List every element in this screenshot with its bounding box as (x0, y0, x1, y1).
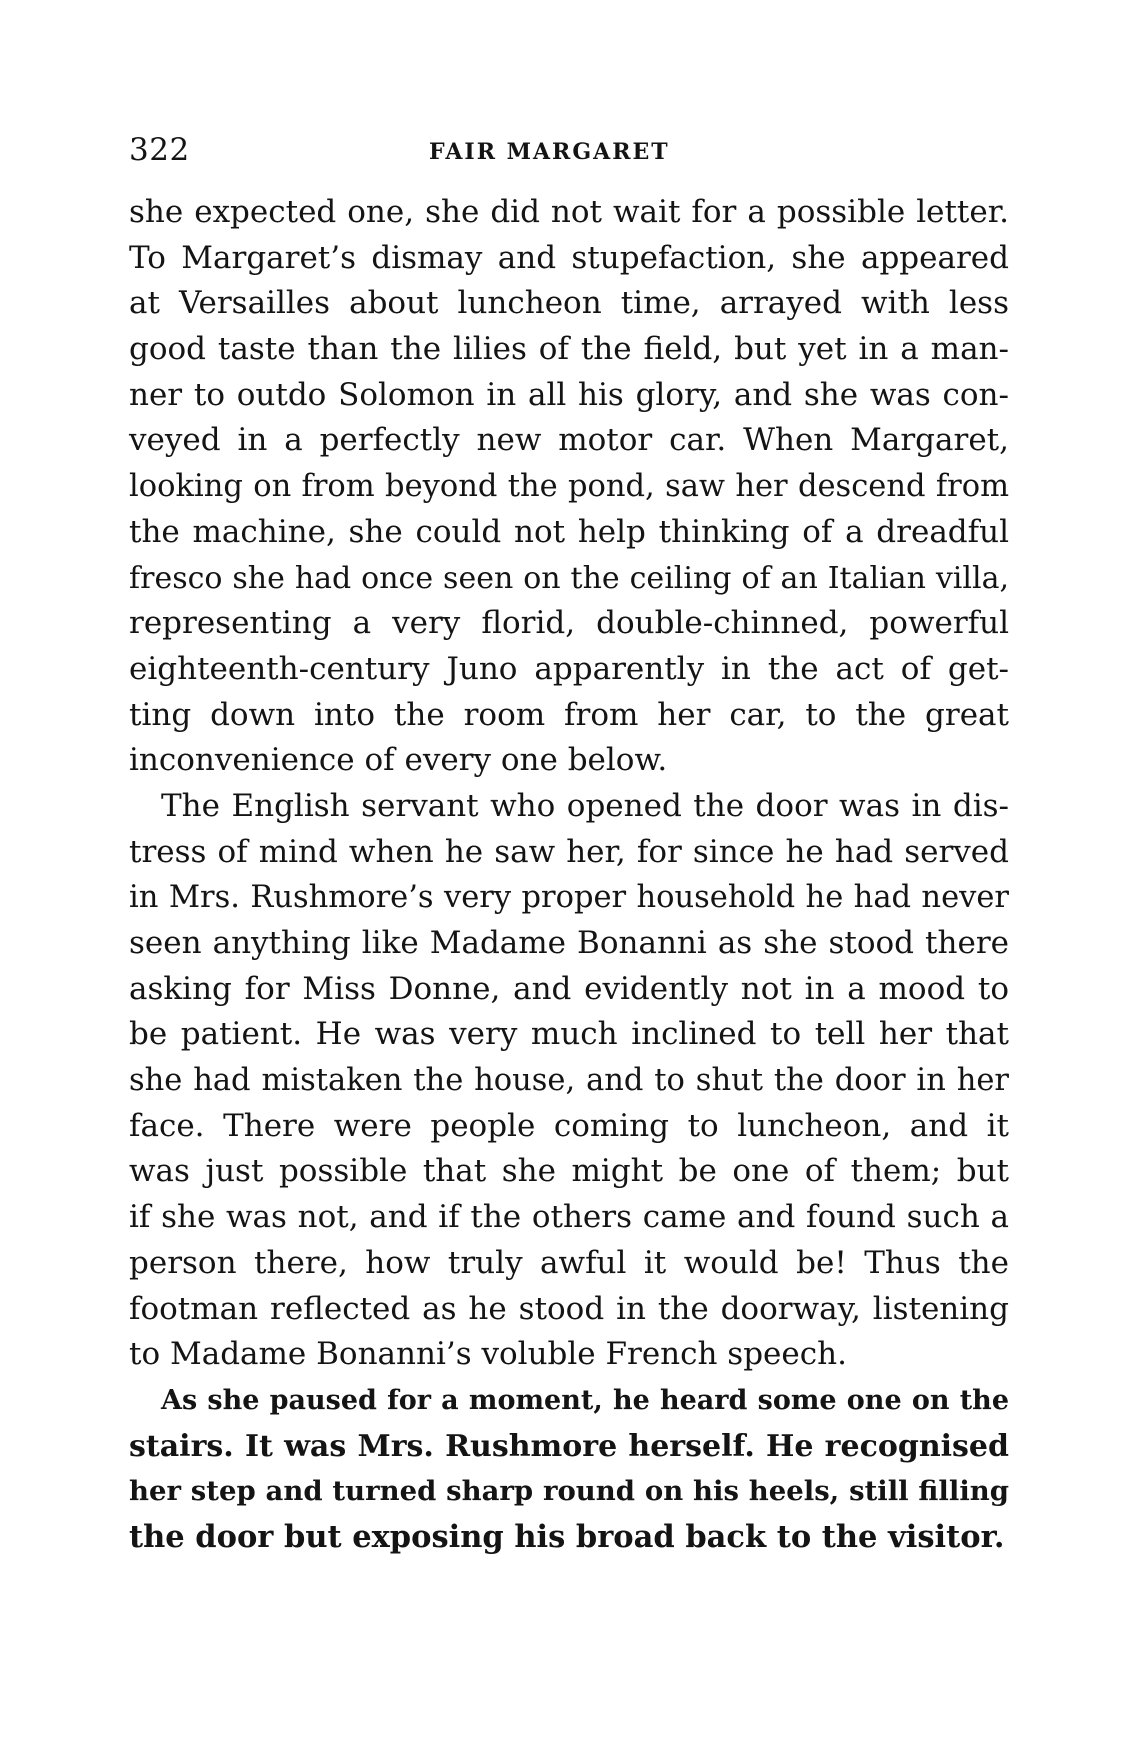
text-line: her step and turned sharp round on his heels, still filling (129, 1475, 1009, 1508)
body-text (129, 190, 1009, 1561)
paragraph-3 (129, 1378, 1009, 1561)
text-line: she expected one, she did not wait for a possible letter. (129, 194, 1009, 230)
running-title: FAIR MARGARET (429, 139, 670, 165)
text-line: looking on from beyond the pond, saw her descend from (129, 469, 1009, 505)
text-line: ner to outdo Solomon in all his glory, and she was con- (129, 376, 1009, 413)
text-line: person there, how truly awful it would be! Thus the (129, 1244, 1009, 1281)
text-line: if she was not, and if the others came and found such a (129, 1199, 1009, 1236)
text-line: veyed in a perfectly new motor car. When Margaret, (129, 422, 1009, 459)
paragraph-2 (129, 784, 1009, 1378)
text-line: As she paused for a moment, he heard some one on the (161, 1384, 1009, 1416)
text-line: was just possible that she might be one of them; but (129, 1153, 1009, 1190)
text-line: fresco she had once seen on the ceiling of an Italian villa, (129, 560, 1009, 596)
text-line: the door but exposing his broad back to the visitor. (129, 1518, 1005, 1555)
text-line: be patient. He was very much inclined to tell her that (129, 1016, 1009, 1053)
paragraph-1 (129, 190, 1009, 784)
text-line: tress of mind when he saw her, for since he had served (129, 833, 1009, 870)
text-line: inconvenience of every one below. (129, 742, 668, 779)
text-line: to Madame Bonanni’s voluble French speech. (129, 1336, 847, 1373)
text-line: eighteenth-century Juno apparently in the act of get- (129, 650, 1009, 687)
text-line: the machine, she could not help thinking of a dreadful (129, 513, 1009, 550)
text-line: To Margaret’s dismay and stupefaction, she appeared (129, 239, 1009, 276)
text-line: at Versailles about luncheon time, arrayed with less (129, 285, 1009, 322)
page-number: 322 (129, 132, 190, 168)
text-line: she had mistaken the house, and to shut the door in her (129, 1063, 1009, 1099)
text-line: seen anything like Madame Bonanni as she stood there (129, 925, 1009, 961)
text-line: asking for Miss Donne, and evidently not in a mood to (129, 970, 1009, 1007)
text-line: ting down into the room from her car, to the great (129, 696, 1009, 733)
text-line: good taste than the lilies of the field, but yet in a man- (129, 331, 1009, 368)
text-line: footman reflected as he stood in the doorway, listening (129, 1290, 1009, 1327)
text-line: in Mrs. Rushmore’s very proper household he had never (129, 880, 1009, 916)
running-head (129, 128, 1009, 172)
text-line: stairs. It was Mrs. Rushmore herself. He recognised (129, 1428, 1009, 1464)
text-line: face. There were people coming to luncheon, and it (129, 1107, 1009, 1144)
text-line: The English servant who opened the door was in dis- (161, 787, 1009, 824)
text-line: representing a very florid, double-chinned, powerful (129, 605, 1009, 642)
